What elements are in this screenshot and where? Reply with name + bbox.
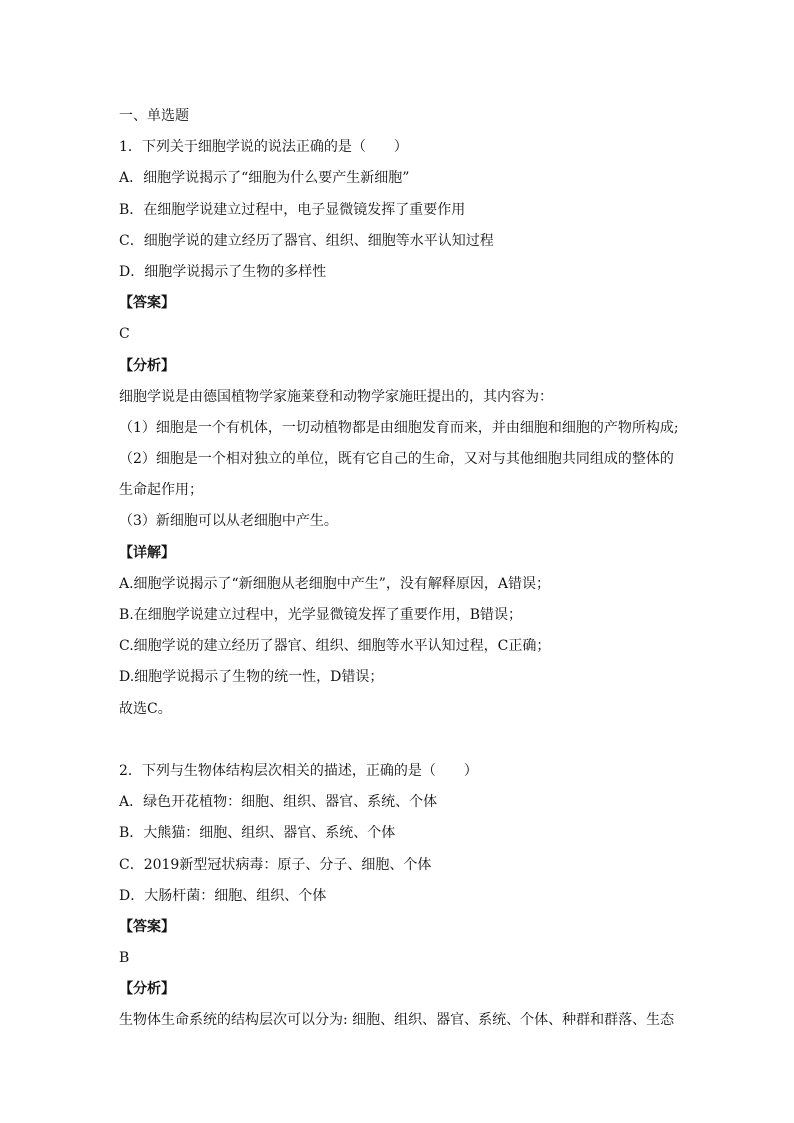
option-d: D．细胞学说揭示了生物的多样性 [119, 263, 327, 280]
option-a: A．细胞学说揭示了“细胞为什么要产生新细胞” [119, 170, 410, 187]
detail-line: 故选C。 [119, 700, 172, 717]
analysis-line: 生物体生命系统的结构层次可以分为: 细胞、组织、器官、系统、个体、种群和群落、生态 [119, 1012, 675, 1029]
question-gap [119, 725, 679, 756]
option-b: B．在细胞学说建立过程中，电子显微镜发挥了重要作用 [119, 201, 466, 218]
question-stem: 2．下列与生物体结构层次相关的描述，正确的是（ ） [119, 762, 478, 779]
analysis-line: （3）新细胞可以从老细胞中产生。 [119, 513, 338, 530]
detail-line: D.细胞学说揭示了生物的统一性，D错误； [119, 669, 384, 686]
answer-label: 【答案】 [119, 918, 175, 935]
analysis-label: 【分析】 [119, 357, 175, 374]
question-2 [119, 756, 679, 1037]
answer-label: 【答案】 [119, 295, 175, 312]
analysis-line: 细胞学说是由德国植物学家施莱登和动物学家施旺提出的，其内容为： [119, 388, 553, 405]
detail-line: B.在细胞学说建立过程中，光学显微镜发挥了重要作用，B错误； [119, 607, 523, 623]
section-title: 一、单选题 [119, 108, 189, 124]
question-1 [119, 132, 679, 725]
detail-line: A.细胞学说揭示了“新细胞从老细胞中产生”，没有解释原因，A错误； [119, 575, 550, 592]
answer-value: B [119, 950, 130, 967]
analysis-line: 生命起作用； [119, 482, 203, 499]
option-c: C．细胞学说的建立经历了器官、组织、细胞等水平认知过程 [119, 232, 494, 249]
analysis-label: 【分析】 [119, 981, 175, 998]
option-c: C．2019新型冠状病毒：原子、分子、细胞、个体 [119, 856, 432, 873]
answer-value: C [119, 326, 130, 343]
question-stem: 1．下列关于细胞学说的说法正确的是（ ） [119, 139, 408, 156]
option-d: D．大肠杆菌：细胞、组织、个体 [119, 887, 327, 904]
detail-line: C.细胞学说的建立经历了器官、组织、细胞等水平认知过程，C正确； [119, 638, 551, 655]
option-b: B．大熊猫：细胞、组织、器官、系统、个体 [119, 825, 396, 842]
analysis-line: （2）细胞是一个相对独立的单位，既有它自己的生命，又对与其他细胞共同组成的整体的 [119, 451, 674, 468]
analysis-line: （1）细胞是一个有机体，一切动植物都是由细胞发育而来，并由细胞和细胞的产物所构成; [119, 419, 679, 436]
detail-label: 【详解】 [119, 544, 175, 561]
document-content [119, 101, 679, 1037]
option-a: A．绿色开花植物：细胞、组织、器官、系统、个体 [119, 794, 438, 811]
